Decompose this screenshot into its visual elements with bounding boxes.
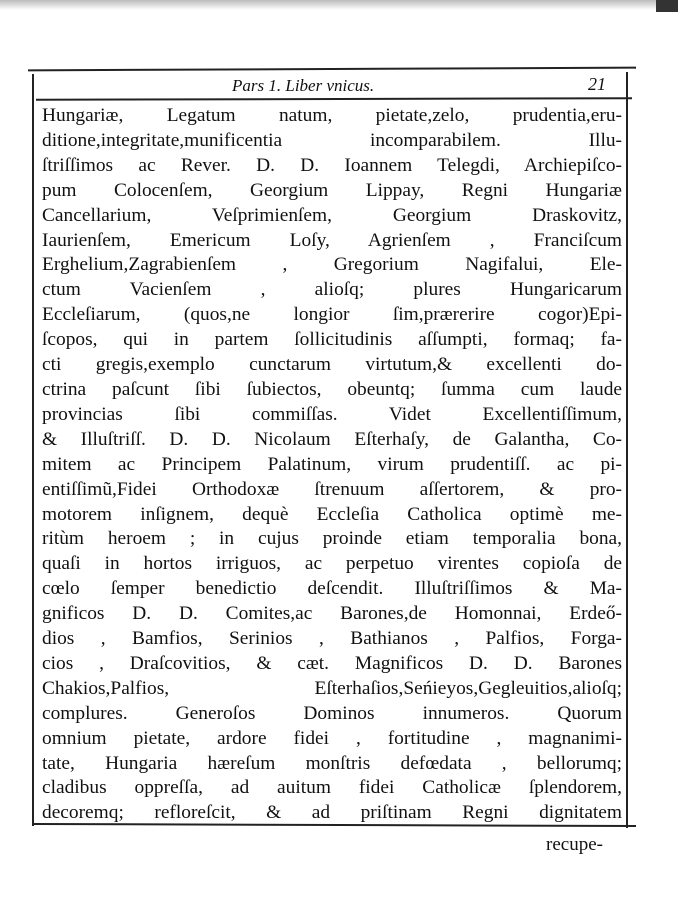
- left-rule: [32, 74, 34, 826]
- text-line: Erghelium,Zagrabienſem , Gregorium Nagifalui, Ele-: [42, 254, 622, 276]
- text-line: cti gregis,exemplo cunctarum virtutum,& excellenti do-: [42, 354, 622, 376]
- text-line: dios , Bamfios, Serinios , Bathianos , Palfios, Forga-: [42, 628, 622, 650]
- text-line: entiſſimũ,Fidei Orthodoxæ ſtrenuum aſſertorem, & pro-: [42, 478, 622, 500]
- text-line: provincias ſibi commiſſas. Videt Excellentiſſimum,: [42, 403, 622, 425]
- scan-corner-mark: [656, 0, 678, 12]
- text-line: quaſi in hortos irriguos, ac perpetuo virentes copioſa de: [42, 553, 622, 575]
- text-line: decoremq; refloreſcit, & ad priſtinam Regni dignitatem: [42, 802, 622, 824]
- text-line: Cancellarium, Veſprimienſem, Georgium Draskovitz,: [42, 204, 622, 226]
- text-line: pum Colocenſem, Georgium Lippay, Regni Hungariæ: [42, 179, 622, 201]
- scan-shadow: [0, 0, 678, 10]
- running-head: [22, 74, 636, 98]
- page-number: 21: [588, 74, 606, 94]
- text-line: & Illuſtriſſ. D. D. Nicolaum Eſterhaſy, de Galantha, Co-: [42, 428, 622, 450]
- text-line: Hungariæ, Legatum natum, pietate,zelo, prudentia,eru-: [42, 105, 622, 126]
- text-line: Chakios,Palfios, Eſterhaſios,Seńieyos,Gegleuitios,alioſq;: [42, 677, 622, 699]
- text-line: complures. Generoſos Dominos innumeros. Quorum: [42, 702, 622, 724]
- body-text: [42, 104, 622, 826]
- text-line: Iaurienſem, Emericum Loſy, Agrienſem , Franciſcum: [42, 229, 622, 251]
- text-line: omnium pietate, ardore fidei , fortitudine , magnanimi-: [42, 727, 622, 749]
- text-line: ſtriſſimos ac Rever. D. D. Ioannem Telegdi, Archiepiſco-: [42, 154, 622, 176]
- text-line: ritùm heroem ; in cujus proinde etiam temporalia bona,: [42, 528, 622, 550]
- text-line: ſcopos, qui in partem ſollicitudinis aſſumpti, formaq; fa-: [42, 329, 622, 351]
- text-line: mitem ac Principem Palatinum, virum prudentiſſ. ac pi-: [42, 453, 622, 475]
- text-line: cœlo ſemper benedictio deſcendit. Illuſtriſſimos & Ma-: [42, 578, 622, 600]
- text-line: gnificos D. D. Comites,ac Barones,de Homonnai, Erdeő-: [42, 603, 622, 625]
- text-line: Eccleſiarum, (quos,ne longior ſim,prærerire cogor)Epi-: [42, 304, 622, 326]
- text-line: motorem inſignem, dequè Eccleſia Catholica optimè me-: [42, 503, 622, 525]
- top-rule: [28, 67, 636, 72]
- right-rule: [626, 72, 628, 828]
- text-line: ctum Vacienſem , alioſq; plures Hungaricarum: [42, 279, 622, 301]
- running-title: Pars 1. Liber vnicus.: [232, 76, 375, 95]
- text-line: cios , Draſcovitios, & cæt. Magnificos D. D. Barones: [42, 652, 622, 674]
- text-line: cladibus oppreſſa, ad auitum fidei Catholicæ ſplendorem,: [42, 777, 622, 799]
- text-line: ctrina paſcunt ſibi ſubiectos, obeuntq; ſumma cum laude: [42, 378, 622, 400]
- page-frame: [22, 68, 636, 828]
- catchword: recupe-: [546, 834, 603, 855]
- text-line: tate, Hungaria hæreſum monſtris defœdata , bellorumq;: [42, 752, 622, 774]
- text-line: ditione,integritate,munificentia incomparabilem. Illu-: [42, 129, 622, 151]
